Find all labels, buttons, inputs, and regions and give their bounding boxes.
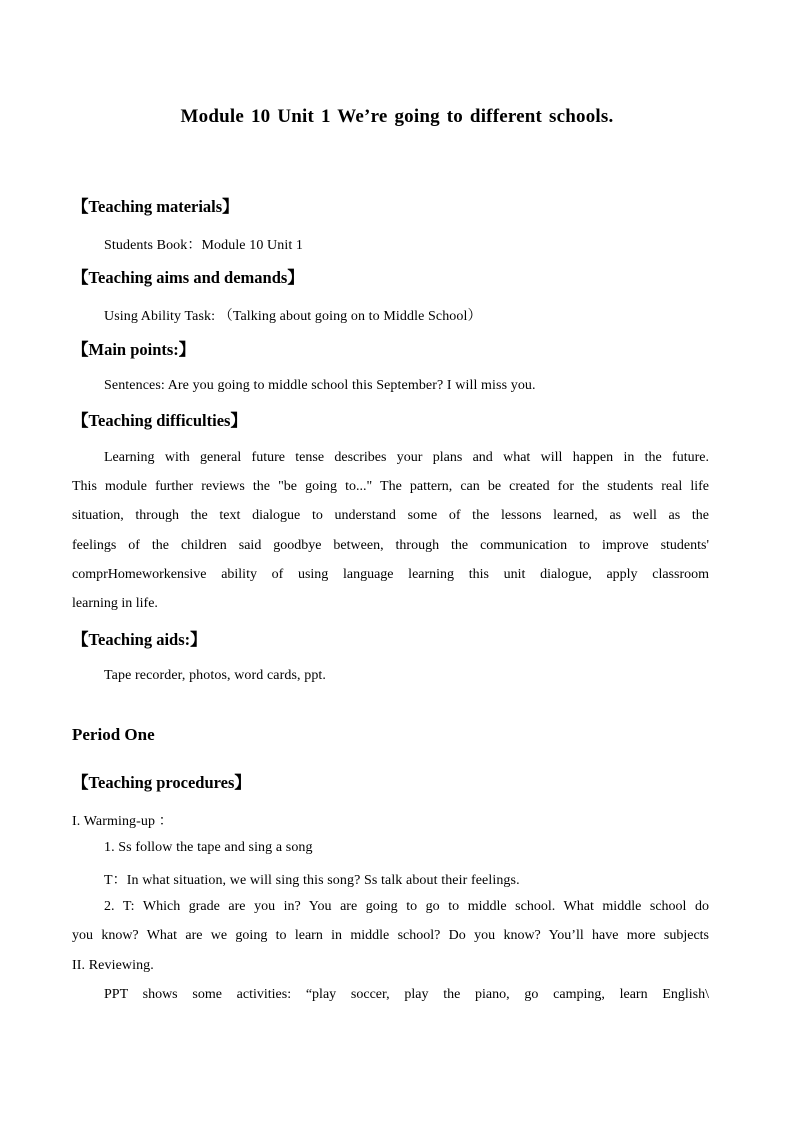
difficulties-line-3: situation, through the text dialogue to understand some of the lessons learned, as well as the (72, 508, 709, 523)
reviewing-label: II. Reviewing. (72, 958, 154, 973)
document-title: Module 10 Unit 1 We’re going to different schools. (180, 106, 614, 127)
heading-teaching-procedures: 【Teaching procedures】 (72, 773, 251, 792)
difficulties-line-1: Learning with general future tense describes your plans and what will happen in the future. (104, 450, 709, 465)
main-points-text: Sentences: Are you going to middle school this September? I will miss you. (104, 378, 536, 393)
procedure-item-2-line-1: 2. T: Which grade are you in? You are going to go to middle school. What middle school do (104, 899, 709, 914)
procedure-item-1: 1. Ss follow the tape and sing a song (104, 840, 313, 855)
procedure-item-2-line-2: you know? What are we going to learn in middle school? Do you know? You’ll have more subjects (72, 928, 709, 943)
difficulties-line-2: This module further reviews the "be going to..." The pattern, can be created for the students real life (72, 479, 709, 494)
heading-main-points: 【Main points:】 (72, 340, 196, 359)
procedure-item-1-teacher: T：In what situation, we will sing this song? Ss talk about their feelings. (104, 873, 520, 888)
warming-up-label: I. Warming-up ： (72, 814, 173, 829)
difficulties-line-6: learning in life. (72, 596, 158, 611)
heading-teaching-materials: 【Teaching materials】 (72, 197, 239, 216)
aids-text: Tape recorder, photos, word cards, ppt. (104, 668, 327, 683)
aims-text: Using Ability Task: （Talking about going on to Middle School） (104, 309, 482, 324)
period-heading: Period One (72, 725, 155, 744)
difficulties-line-4: feelings of the children said goodbye between, through the communication to improve students' (72, 538, 709, 553)
heading-teaching-difficulties: 【Teaching difficulties】 (72, 411, 247, 430)
difficulties-line-5: comprHomeworkensive ability of using language learning this unit dialogue, apply classroom (72, 567, 709, 582)
heading-teaching-aids: 【Teaching aids:】 (72, 630, 207, 649)
ppt-activities-line: PPT shows some activities: “play soccer, play the piano, go camping, learn English\ (104, 987, 709, 1002)
materials-text: Students Book：Module 10 Unit 1 (104, 238, 304, 253)
heading-teaching-aims: 【Teaching aims and demands】 (72, 268, 304, 287)
